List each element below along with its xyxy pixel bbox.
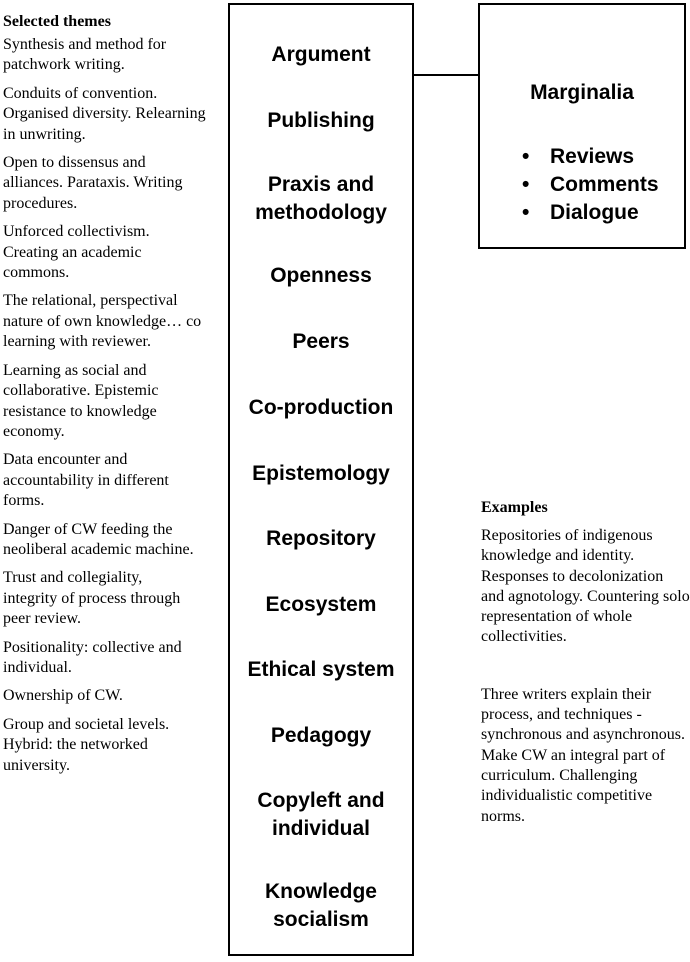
marginalia-box	[478, 3, 686, 249]
theme-item: Synthesis and method for patchwork writing.	[3, 36, 167, 74]
marginalia-item-label: Comments	[550, 173, 659, 196]
example-paragraph: Repositories of indigenous knowledge and identity. Responses to decolonization and agnotology. Countering solo representation of whole collectivities.	[481, 527, 690, 646]
topic-label: Knowledge socialism	[264, 880, 377, 931]
bullet-icon: •	[522, 173, 530, 196]
marginalia-item	[522, 171, 659, 199]
theme-item: Positionality: collective and individual.	[3, 638, 182, 676]
theme-item: Danger of CW feeding the neoliberal academic machine.	[3, 520, 194, 558]
theme-item: Conduits of convention. Organised diversity. Relearning in unwriting.	[3, 84, 206, 143]
topic-label: Peers	[292, 330, 350, 353]
bullet-icon: •	[522, 201, 530, 224]
topic-label: Epistemology	[252, 462, 390, 485]
topic-label: Argument	[271, 43, 371, 66]
example-paragraph: Three writers explain their process, and techniques - synchronous and asynchronous. Make CW an integral part of curriculum. Challenging individualistic competitive norms.	[481, 685, 685, 825]
theme-item: Data encounter and accountability in different forms.	[3, 451, 169, 510]
topic-label: Pedagogy	[270, 724, 372, 747]
marginalia-list	[522, 143, 659, 227]
examples-column	[481, 498, 690, 827]
marginalia-item-label: Reviews	[550, 145, 635, 168]
topic-label: Ecosystem	[265, 593, 377, 616]
theme-item: Trust and collegiality, integrity of process through peer review.	[3, 569, 181, 628]
theme-item: Group and societal levels. Hybrid: the networked university.	[3, 715, 170, 774]
themes-heading: Selected themes	[3, 13, 111, 30]
topic-label: Publishing	[267, 109, 375, 132]
topic-label: Ethical system	[247, 658, 395, 681]
topic-label: Repository	[266, 527, 376, 550]
marginalia-title: Marginalia	[530, 81, 634, 104]
marginalia-item	[522, 199, 659, 227]
topic-label: Copyleft and individual	[257, 789, 385, 840]
theme-item: Learning as social and collaborative. Epistemic resistance to knowledge economy.	[3, 361, 159, 440]
theme-item: Ownership of CW.	[3, 687, 123, 705]
bullet-icon: •	[522, 145, 530, 168]
marginalia-item-label: Dialogue	[550, 201, 639, 224]
marginalia-item	[522, 143, 659, 171]
connector-line	[414, 74, 479, 76]
examples-heading: Examples	[481, 499, 548, 516]
theme-item: The relational, perspectival nature of own knowledge… co learning with reviewer.	[3, 292, 202, 351]
topic-label: Openness	[270, 264, 372, 287]
topic-label: Co-production	[248, 396, 394, 419]
themes-column	[3, 12, 218, 784]
theme-item: Open to dissensus and alliances. Parataxis. Writing procedures.	[3, 154, 183, 212]
theme-item: Unforced collectivism. Creating an academic commons.	[3, 223, 150, 282]
topic-label: Praxis and methodology	[255, 173, 387, 224]
topics-box	[228, 3, 414, 956]
